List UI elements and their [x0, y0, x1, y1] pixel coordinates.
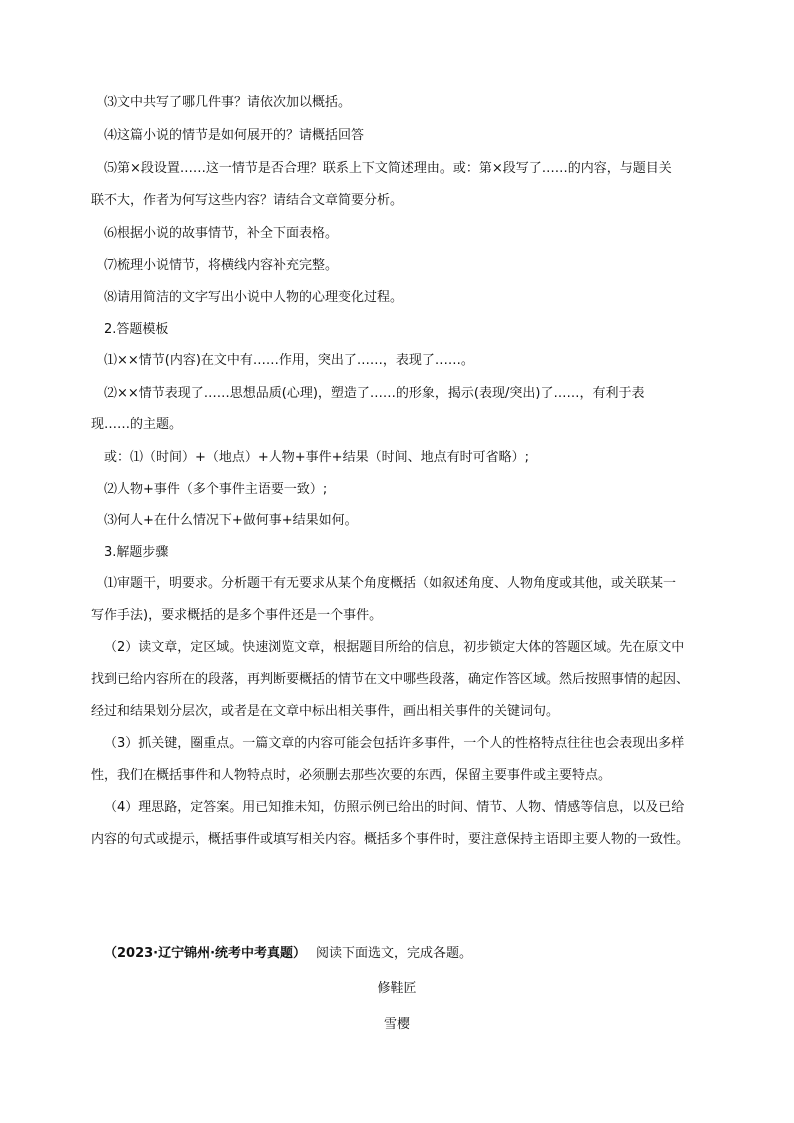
exam-instruction: 阅读下面选文，完成各题。	[316, 946, 473, 961]
article-author: 雪樱	[383, 1017, 410, 1032]
document-page: ⑶文中共写了哪几件事？请依次加以概括。 ⑷这篇小说的情节是如何展开的？请概括回答 ⑸第×段设置……这一情节是否合理？联系上下文简述理由。或：第×段写了……的内容，与题目关 联不大，作者为何写这些内容？请结合文章简要分析。 ⑹根据小说的故事情节，补全下面表格。 ⑺梳理小说情节，将横线内容补充完整。 ⑻请用简洁的文字写出小说中人物的心理变化过程。 2.答题模板 ⑴××情节(内容)在文中有……作用，突出了……，表现了……。 ⑵××情节表现了……思想品质(心理)，塑造了……的形象，揭示(表现/突出)了……，有利于表 现……的主题。 或：⑴（时间）+（地点）+人物+事件+结果（时间、地点有时可省略）; ⑵人物+事件（多个事件主语要一致）; ⑶何人+在什么情况下+做何事+结果如何。 3.解题步骤 ⑴审题干，明要求。分析题干有无要求从某个角度概括（如叙述角度、人物角度或其他，或关联某一 写作手法)，要求概括的是多个事件还是一个事件。 （2）读文章，定区域。快速浏览文章，根据题目所给的信息，初步锁定大体的答题区域。先在原文中 找到已给内容所在的段落，再判断要概括的情节在文中哪些段落，确定作答区域。然后按照事情的起因、 经过和结果划分层次，或者是在文章中标出相关事件，画出相关事件的关键词句。 （3）抓关键，圈重点。一篇文章的内容可能会包括许多事件，一个人的性格特点往往也会表现出多样 性，我们在概括事件和人物特点时，必须删去那些次要的东西，保留主要事件或主要特点。 （4）理思路，定答案。用已知推未知，仿照示例已给出的时间、情节、人物、情感等信息，以及已给 内容的句式或提示，概括事件或填写相关内容。概括多个事件时，要注意保持主语即主要人物的一致性。 （2023·辽宁锦州·统考中考真题） 阅读下面选文，完成各题。 修鞋匠 雪樱	[0, 0, 794, 1123]
exam-citation: （2023·辽宁锦州·统考中考真题）	[104, 946, 307, 961]
article-title: 修鞋匠	[377, 981, 417, 996]
